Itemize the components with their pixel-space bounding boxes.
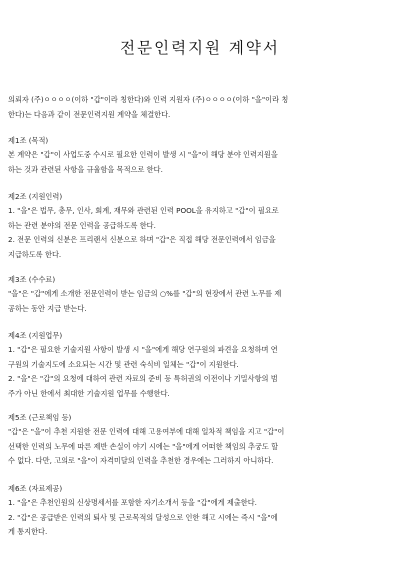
article-4-body <box>8 343 390 401</box>
article-line: 1. "을"은 추천인원의 신상명세서를 포함한 자기소개서 등을 "갑"에게 제출한다. <box>8 498 257 507</box>
intro-line: 한다)는 다음과 같이 전문인력지원 계약을 체결한다. <box>8 109 171 119</box>
article-line: "을"은 "갑"에게 소개한 전문인력이 받는 임금의 ○%를 "갑"의 현장에서 관련 노무를 제 <box>8 289 282 298</box>
article-line: 하는 관련 분야의 전문 인력을 공급하도록 한다. <box>8 220 156 230</box>
article-line: 게 통지한다. <box>8 527 48 536</box>
article-2-body <box>8 204 390 262</box>
article-line: 구원의 기술지도에 소요되는 시간 및 관련 숙식비 일체는 "갑"이 지원한다. <box>8 359 239 369</box>
article-4-heading: 제4조 (지원업무) <box>8 331 63 340</box>
article-5-heading: 제5조 (근로책임 등) <box>8 413 72 422</box>
article-line: 1. "을"은 법무, 총무, 인사, 회계, 재무와 관련된 인력 POOL을 유지하고 "갑"이 필요로 <box>8 206 279 215</box>
article-line: 2. "갑"은 공급받은 인력의 퇴사 및 근로목적의 달성으로 인한 해고 시에는 즉시 "을"에 <box>8 512 278 522</box>
article-3-body <box>8 287 390 316</box>
article-line: 주가 아닌 한에서 최대한 기술지원 업무를 수행한다. <box>8 388 170 398</box>
article-5-body <box>8 425 390 469</box>
article-line: 지급하도록 한다. <box>8 249 62 259</box>
document-title: 전문인력지원 계약서 <box>120 39 280 57</box>
article-line: 하는 것과 관련된 사항을 규율함을 목적으로 한다. <box>8 164 163 174</box>
article-line: 본 계약은 "갑"이 사업도중 수시로 필요한 인력이 발생 시 "을"이 해당 분야 인력지원을 <box>8 150 278 159</box>
article-1-heading: 제1조 (목적) <box>8 136 49 145</box>
article-line: 2. "을"은 "갑"의 요청에 대하여 관련 자료의 준비 등 특허권의 이전이나 기밀사항의 범 <box>8 374 278 383</box>
intro-line: 의뢰자 (주)ㅇㅇㅇㅇ(이하 "갑"이라 칭한다)와 인력 지원자 (주)ㅇㅇㅇㅇ(이하 "을"이라 칭 <box>8 95 289 104</box>
article-line: 1. "갑"은 필요한 기술지원 사항이 발생 시 "을"에게 해당 연구원의 파견을 요청하며 연 <box>8 345 278 354</box>
article-1-body <box>8 148 390 177</box>
article-2-heading: 제2조 (지원인력) <box>8 192 63 201</box>
article-6-heading: 제6조 (자료제공) <box>8 484 63 493</box>
article-line: 2. 전문 인력의 신분은 프리랜서 신분으로 하며 "갑"은 직접 해당 전문인력에서 임금을 <box>8 235 276 244</box>
article-line: 공하는 동안 지급 받는다. <box>8 303 87 313</box>
article-6-body <box>8 496 390 540</box>
article-line: 수 없다. 다만, 고의로 "을"이 자격미달의 인력을 추천한 경우에는 그러하지 아니하다. <box>8 456 274 465</box>
article-line: 선택한 인력의 노무에 따른 제반 손실이 야기 시에는 "을"에게 어떠한 책임의 추궁도 할 <box>8 441 279 451</box>
article-line: "갑"은 "을"이 추천 지원한 전문 인력에 대해 고용여부에 대해 일차적 책임을 지고 "갑"이 <box>8 427 285 436</box>
article-3-heading: 제3조 (수수료) <box>8 275 56 284</box>
intro-paragraph <box>8 93 390 122</box>
